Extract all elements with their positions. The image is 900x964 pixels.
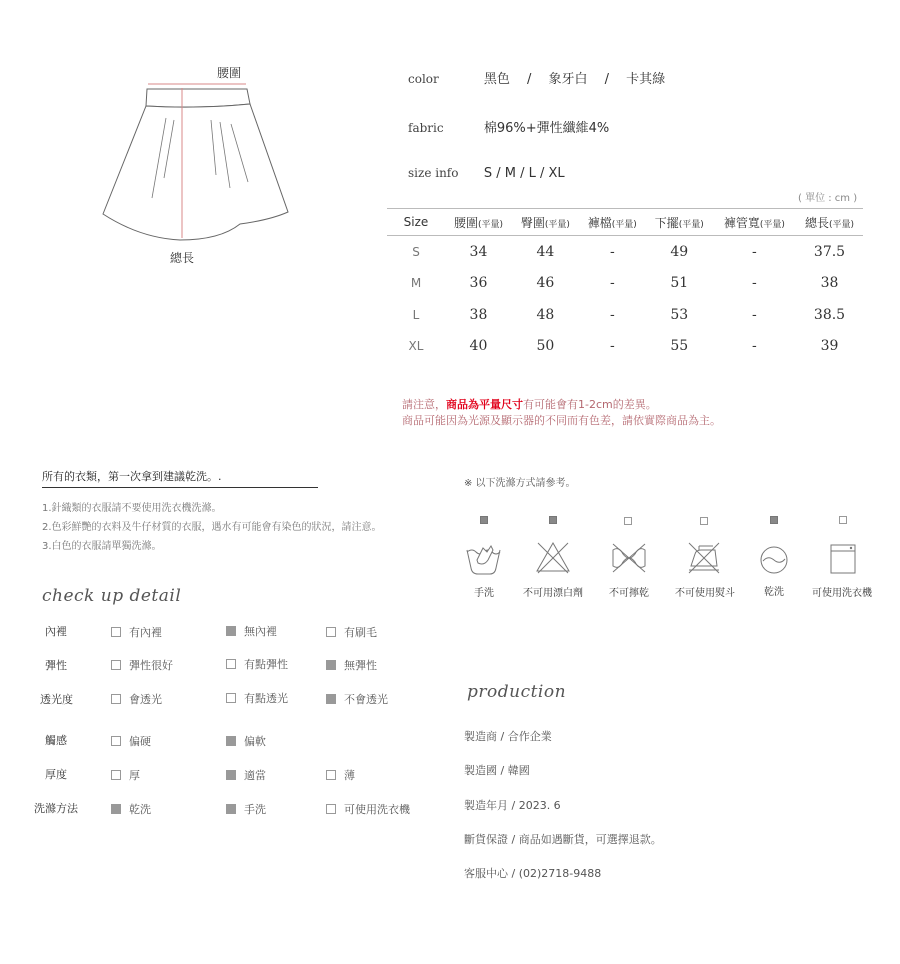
washing-note-line: 2.色彩鮮艷的衣料及牛仔材質的衣服，遇水有可能會有染色的狀況，請注意。 — [42, 522, 382, 533]
table-cell: 40 — [469, 338, 488, 355]
hip-col-header: 臀圍(平量) — [512, 209, 579, 236]
dry-clean-icon — [759, 545, 789, 575]
checkbox — [326, 694, 336, 704]
no-wring-label: 不可擰乾 — [609, 588, 649, 599]
checkbox — [226, 659, 236, 669]
wash-check-dry-clean — [770, 516, 778, 524]
production-line: 製造年月 / 2023. 6 — [464, 799, 561, 812]
table-cell: - — [751, 275, 757, 292]
table-cell: 50 — [536, 338, 555, 355]
checkbox — [111, 736, 121, 746]
checkbox — [111, 660, 121, 670]
detail-label-wash-method: 洗滌方法 — [34, 802, 78, 815]
size-notice — [402, 397, 721, 429]
table-cell: - — [751, 338, 757, 355]
detail-option: 不會透光 — [326, 691, 388, 707]
rise-col-header: 褲檔(平量) — [579, 209, 646, 236]
checkbox — [326, 660, 336, 670]
hem-col-header: 下擺(平量) — [646, 209, 713, 236]
production-line: 製造商 / 合作企業 — [464, 730, 552, 743]
table-cell: 39 — [820, 338, 839, 355]
detail-option: 適當 — [226, 767, 266, 783]
checkbox — [326, 627, 336, 637]
table-row — [387, 331, 863, 363]
leg-width-col-header: 褲管寬(平量) — [713, 209, 796, 236]
table-cell: 44 — [536, 243, 555, 260]
detail-option: 會透光 — [111, 691, 162, 707]
waist-col-header: 腰圍(平量) — [445, 209, 512, 236]
wash-check-hand-wash — [480, 516, 488, 524]
wash-check-washing-machine — [839, 516, 847, 524]
table-row — [387, 268, 863, 300]
color-row — [408, 68, 665, 87]
washing-note-line: 1.針織類的衣服請不要使用洗衣機洗滌。 — [42, 503, 222, 514]
checkbox — [226, 736, 236, 746]
waist-label: 腰圍 — [217, 66, 242, 80]
wash-check-no-wring — [624, 517, 632, 525]
color-value: 黑色 / 象牙白 / 卡其綠 — [483, 72, 666, 87]
table-cell: 38.5 — [813, 306, 846, 323]
wash-ref-title: ※ 以下洗滌方式請參考。 — [464, 478, 576, 489]
table-cell: 34 — [469, 243, 488, 260]
checkbox — [326, 804, 336, 814]
wash-check-no-iron — [700, 517, 708, 525]
checkbox — [326, 770, 336, 780]
production-line: 斷貨保證 / 商品如遇斷貨，可選擇退款。 — [464, 833, 662, 846]
detail-option: 有內裡 — [111, 624, 162, 640]
table-cell: - — [609, 275, 615, 292]
detail-option: 偏軟 — [226, 733, 266, 749]
wash-check-no-bleach — [549, 516, 557, 524]
detail-option: 乾洗 — [111, 801, 151, 817]
fabric-key: fabric — [408, 121, 444, 135]
checkbox — [226, 626, 236, 636]
table-cell: 46 — [536, 275, 555, 292]
checkbox — [111, 804, 121, 814]
detail-option: 彈性很好 — [111, 657, 173, 673]
size-table-header — [387, 209, 863, 236]
detail-option: 手洗 — [226, 801, 266, 817]
checkbox — [226, 770, 236, 780]
table-cell: 51 — [670, 275, 689, 292]
detail-label-feel: 觸感 — [45, 734, 67, 747]
detail-option: 無內裡 — [226, 623, 277, 639]
no-bleach-icon — [534, 540, 572, 576]
table-cell: S — [412, 244, 420, 259]
washing-note-line: 3.白色的衣服請單獨洗滌。 — [42, 541, 162, 552]
no-bleach-label: 不可用漂白劑 — [523, 588, 583, 599]
washing-machine-icon — [829, 543, 857, 575]
size-table — [387, 208, 863, 362]
notice-emphasis: 商品為平量尺寸 — [446, 398, 523, 411]
no-iron-icon — [685, 540, 723, 576]
table-row — [387, 236, 863, 268]
size-info-key: size info — [408, 166, 459, 180]
detail-option: 無彈性 — [326, 657, 377, 673]
detail-label-elasticity: 彈性 — [45, 659, 67, 672]
washing-note-lines — [42, 499, 382, 556]
hand-wash-label: 手洗 — [474, 588, 494, 599]
color-key: color — [408, 72, 439, 86]
detail-label-thickness: 厚度 — [45, 768, 67, 781]
table-cell: - — [609, 338, 615, 355]
hand-wash-icon — [464, 538, 502, 578]
notice-line-2: 商品可能因為光源及顯示器的不同而有色差，請依實際商品為主。 — [402, 414, 721, 427]
fabric-row — [408, 117, 609, 136]
production-title: production — [467, 682, 567, 702]
detail-label-lining: 內裡 — [45, 625, 67, 638]
table-cell: - — [751, 306, 757, 323]
no-iron-label: 不可使用熨斗 — [675, 588, 735, 599]
fabric-value: 棉96%+彈性纖維4% — [483, 121, 610, 136]
table-cell: - — [609, 306, 615, 323]
table-cell: 37.5 — [813, 243, 846, 260]
detail-option: 薄 — [326, 767, 355, 783]
table-cell: 49 — [670, 243, 689, 260]
table-row — [387, 299, 863, 331]
production-line: 製造國 / 韓國 — [464, 764, 530, 777]
checkbox — [111, 770, 121, 780]
size-info-row — [408, 166, 565, 181]
detail-label-transparency: 透光度 — [40, 693, 73, 706]
table-cell: - — [751, 243, 757, 260]
table-cell: L — [412, 307, 420, 322]
skirt-sketch — [100, 60, 290, 265]
table-cell: XL — [408, 339, 424, 354]
detail-option: 有點透光 — [226, 690, 288, 706]
size-col-header: Size — [387, 209, 445, 236]
checkbox — [111, 627, 121, 637]
checkbox — [111, 694, 121, 704]
checkbox — [226, 693, 236, 703]
skirt-drawing — [100, 60, 290, 265]
washing-note-title: 所有的衣類，第一次拿到建議乾洗。. — [42, 468, 318, 488]
table-cell: 38 — [469, 306, 488, 323]
table-cell: - — [609, 243, 615, 260]
table-cell: 55 — [670, 338, 689, 355]
detail-option: 有刷毛 — [326, 624, 377, 640]
table-cell: 48 — [536, 306, 555, 323]
table-cell: 38 — [820, 275, 839, 292]
production-line: 客服中心 / (02)2718-9488 — [464, 867, 602, 880]
table-cell: 53 — [670, 306, 689, 323]
detail-option: 有點彈性 — [226, 656, 288, 672]
dry-clean-label: 乾洗 — [764, 587, 784, 598]
length-col-header: 總長(平量) — [796, 209, 863, 236]
unit-note: ( 單位 : cm ) — [798, 193, 858, 204]
notice-line-1: 請注意，商品為平量尺寸有可能會有1-2cm的差異。 — [402, 398, 657, 411]
detail-option: 偏硬 — [111, 733, 151, 749]
length-label: 總長 — [170, 251, 195, 265]
checkbox — [226, 804, 236, 814]
table-cell: M — [410, 276, 422, 291]
detail-option: 厚 — [111, 767, 140, 783]
no-wring-icon — [609, 542, 649, 574]
table-cell: 36 — [469, 275, 488, 292]
detail-title: check up detail — [42, 586, 182, 606]
detail-option: 可使用洗衣機 — [326, 801, 410, 817]
size-info-value: S / M / L / XL — [483, 166, 565, 181]
washing-machine-label: 可使用洗衣機 — [812, 588, 872, 599]
